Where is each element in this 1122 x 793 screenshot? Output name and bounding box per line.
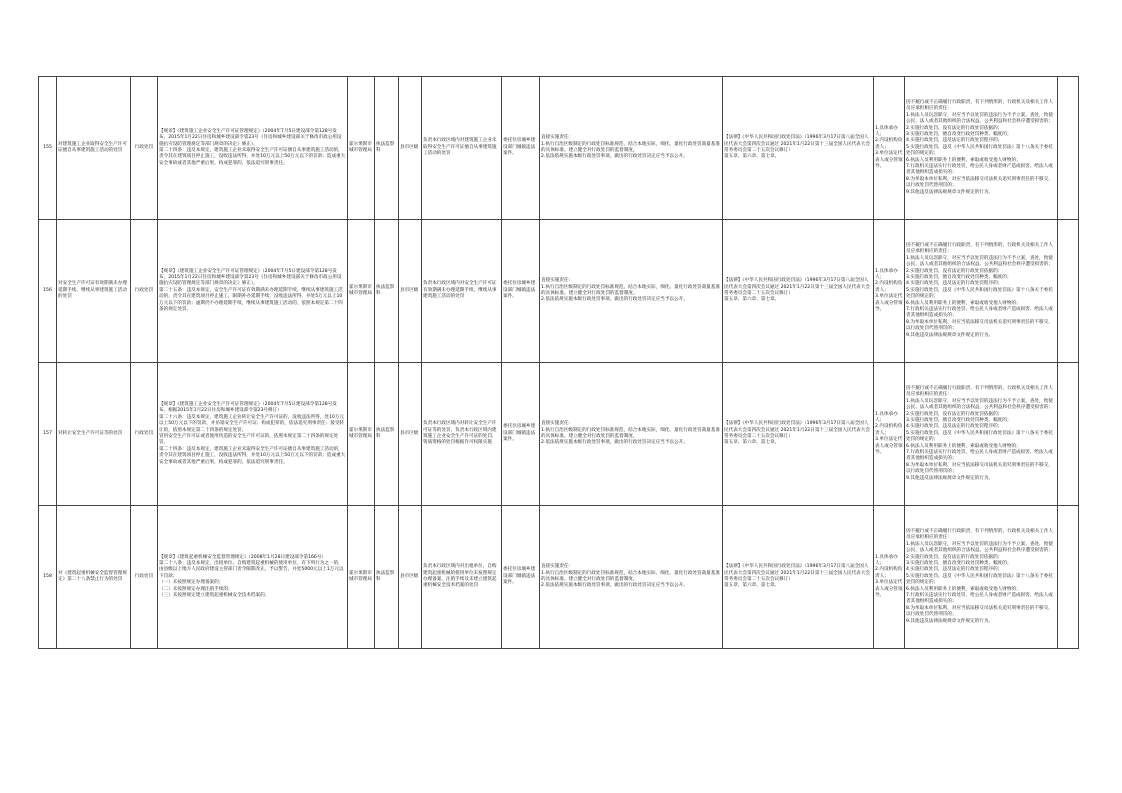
responsible-persons: 1.具体承办人； 2.内设机构负责人； 3.单位法定代表人或分管领导。 — [874, 363, 905, 506]
table-row — [39, 506, 1079, 649]
accountability-clauses: 因不履行或不正确履行行政职责，有下列情形的，行政机关及相关工作人员应承担相应的责任： 1.执法人员玩忽职守，对应当予以处罚的违法行为不予立案、查处，致使公民、法人或者其他组织的合法权益、公共利益和社会秩序遭受损害的； 2.实施行政处罚，没有法定的行政处罚依据的； 3.实施行政处罚，擅自改变行政处罚种类、幅度的； 4.实施行政处罚，违反法定的行政处罚程序的； 5.实施行政处罚，违反《中华人民共和国行政处罚法》第十八条关于委托处罚的规定的； 6.执法人员利用职务上的便利，索取或收受他人财物的； 7.行政机关违法实行行政处罚，给公民人身或者财产造成损害、给法人或者其他组织造成损失的； 8.为牟取本单位私利，对应当依法移交司法机关追究刑事责任的不移交，以行政处罚代替刑罚的； 9.其他违反法律法规规章文件规定的行为。 — [905, 363, 1058, 506]
remarks-cell — [1058, 220, 1079, 363]
legal-basis: 【规章】《建筑施工企业安全生产许可证管理规定》（2004年7月5日建设部令第128号发布，根据2015年1月22日住房和城乡建设部令第23号修订） 第二十六条：违反本规定，建筑施工企业转让安全生产许可证的，没收违法所得，处10万元以上50万元以下的罚款，并吊销安全生产许可证；构成犯罪的，依法追究刑事责任；接受转让的，依照本规定第二十四条的规定处罚。 冒用安全生产许可证或者使用伪造的安全生产许可证的，依照本规定第二十四条的规定处罚。 第二十四条：违反本规定，建筑施工企业未取得安全生产许可证擅自从事建筑施工活动的，责令其在建筑项目停止施工，没收违法所得，并处10万元以上50万元以下的罚款；造成重大安全事故或者其他严重后果，构成犯罪的，依法追究刑事责任。 — [158, 363, 348, 506]
duty-description: 直接实施责任： 1.执行自治区级制定的行政处罚标准规范，结合本地实际，细化、量化行政处罚裁量基准的具体标准。建立健全对行政处罚的监督制度。 2.依法依规实施本级行政处罚事项，做出的行政处罚决定应当予以公开。 — [540, 77, 723, 220]
duty-description: 直接实施责任： 1.执行自治区级制定的行政处罚标准规范，结合本地实际，细化、量化行政处罚裁量基准的具体标准。建立健全对行政处罚的监督制度。 2.依法依规实施本级行政处罚事项，做出的行政处罚决定应当予以公开。 — [540, 363, 723, 506]
remarks-cell — [1058, 77, 1079, 220]
administrative-level: 县市区级 — [399, 363, 422, 506]
execution-unit: 执法监察科 — [375, 77, 399, 220]
item-category: 行政处罚 — [131, 77, 158, 220]
cooperation-note: 委托住房城乡建设部门城镇违法案件。 — [502, 220, 540, 363]
table-row — [39, 220, 1079, 363]
remarks-cell — [1058, 506, 1079, 649]
power-list-table — [38, 76, 1079, 649]
table-row — [39, 77, 1079, 220]
row-number: 156 — [39, 220, 57, 363]
duty-description: 直接实施责任： 1.执行自治区级制定的行政处罚标准规范，结合本地实际，细化、量化行政处罚裁量基准的具体标准。建立健全对行政处罚的监督制度。 2.依法依规实施本级行政处罚事项，做出的行政处罚决定应当予以公开。 — [540, 506, 723, 649]
cooperation-note: 委托住房城乡建设部门城镇违法案件。 — [502, 506, 540, 649]
responsible-persons: 1.具体承办人； 2.内设机构负责人； 3.单位法定代表人或分管领导。 — [874, 506, 905, 649]
responsible-persons: 1.具体承办人； 2.内设机构负责人； 3.单位法定代表人或分管领导。 — [874, 220, 905, 363]
item-category: 行政处罚 — [131, 363, 158, 506]
item-name: 对安全生产许可证有效期满未办理延期手续，继续从事建筑施工活动的处罚 — [57, 220, 131, 363]
scope-of-duty: 负责本行政区域内对出租单位、自购建筑起重机械的使用单位未按照规定办理备案、注销手续及未建立建筑起重机械安全技术档案的处罚 — [422, 506, 502, 649]
duty-legal-basis: 【法律】《中华人民共和国行政处罚法》（1996年3月17日第八届全国人民代表大会第四次会议通过 2021年1月22日第十三届全国人民代表大会常务委员会第二十五次会议修订） 第五章、第六章、第七章。 — [723, 220, 874, 363]
row-number: 155 — [39, 77, 57, 220]
administrative-level: 县市区级 — [399, 77, 422, 220]
item-category: 行政处罚 — [131, 220, 158, 363]
execution-unit: 执法监察科 — [375, 506, 399, 649]
duty-legal-basis: 【法律】《中华人民共和国行政处罚法》（1996年3月17日第八届全国人民代表大会第四次会议通过 2021年1月22日第十三届全国人民代表大会常务委员会第二十五次会议修订） 第五章、第六章、第七章。 — [723, 506, 874, 649]
implementing-department: 霍尔果斯市城市管理局 — [348, 220, 375, 363]
legal-basis: 【规章】《建筑施工企业安全生产许可证管理规定》（2004年7月5日建设部令第128号发布，2015年1月22日住房和城乡建设部令第23号《住房和城乡建设部关于修改市政公用设施抗灾设防管理规定等部门规章的决定》修正）。 第二十四条：违反本规定，建筑施工企业未取得安全生产许可证擅自从事建筑施工活动的，责令其在建筑项目停止施工，没收违法所得，并处10万元以上50万元以下的罚款；造成重大安全事故或者其他严重后果，构成犯罪的，依法追究刑事责任。 — [158, 77, 348, 220]
accountability-clauses: 因不履行或不正确履行行政职责，有下列情形的，行政机关及相关工作人员应承担相应的责任： 1.执法人员玩忽职守，对应当予以处罚的违法行为不予立案、查处，致使公民、法人或者其他组织的合法权益、公共利益和社会秩序遭受损害的； 2.实施行政处罚，没有法定的行政处罚依据的； 3.实施行政处罚，擅自改变行政处罚种类、幅度的； 4.实施行政处罚，违反法定的行政处罚程序的； 5.实施行政处罚，违反《中华人民共和国行政处罚法》第十八条关于委托处罚的规定的； 6.执法人员利用职务上的便利，索取或收受他人财物的； 7.行政机关违法实行行政处罚，给公民人身或者财产造成损害、给法人或者其他组织造成损失的； 8.为牟取本单位私利，对应当依法移交司法机关追究刑事责任的不移交，以行政处罚代替刑罚的； 9.其他违反法律法规规章文件规定的行为。 — [905, 506, 1058, 649]
accountability-clauses: 因不履行或不正确履行行政职责，有下列情形的，行政机关及相关工作人员应承担相应的责任： 1.执法人员玩忽职守，对应当予以处罚的违法行为不予立案、查处，致使公民、法人或者其他组织的合法权益、公共利益和社会秩序遭受损害的； 2.实施行政处罚，没有法定的行政处罚依据的； 3.实施行政处罚，擅自改变行政处罚种类、幅度的； 4.实施行政处罚，违反法定的行政处罚程序的； 5.实施行政处罚，违反《中华人民共和国行政处罚法》第十八条关于委托处罚的规定的； 6.执法人员利用职务上的便利，索取或收受他人财物的； 7.行政机关违法实行行政处罚，给公民人身或者财产造成损害、给法人或者其他组织造成损失的； 8.为牟取本单位私利，对应当依法移交司法机关追究刑事责任的不移交，以行政处罚代替刑罚的； 9.其他违反法律法规规章文件规定的行为。 — [905, 220, 1058, 363]
item-name: 对《建筑起重机械安全监督管理规定》第二十八条禁止行为的处罚 — [57, 506, 131, 649]
execution-unit: 执法监察科 — [375, 220, 399, 363]
implementing-department: 霍尔果斯市城市管理局 — [348, 506, 375, 649]
scope-of-duty: 负责本行政区域内对建筑施工企业未取得安全生产许可证擅自从事建筑施工活动的处罚 — [422, 77, 502, 220]
item-category: 行政处罚 — [131, 506, 158, 649]
execution-unit: 执法监察科 — [375, 363, 399, 506]
scope-of-duty: 负责本行政区域内对安全生产许可证有效期满未办理延期手续，继续从事建筑施工活动的处罚 — [422, 220, 502, 363]
administrative-level: 县市区级 — [399, 220, 422, 363]
row-number: 157 — [39, 363, 57, 506]
duty-legal-basis: 【法律】《中华人民共和国行政处罚法》（1996年3月17日第八届全国人民代表大会第四次会议通过 2021年1月22日第十三届全国人民代表大会常务委员会第二十五次会议修订） 第五章、第六章、第七章。 — [723, 363, 874, 506]
accountability-clauses: 因不履行或不正确履行行政职责，有下列情形的，行政机关及相关工作人员应承担相应的责任： 1.执法人员玩忽职守，对应当予以处罚的违法行为不予立案、查处，致使公民、法人或者其他组织的合法权益、公共利益和社会秩序遭受损害的； 2.实施行政处罚，没有法定的行政处罚依据的； 3.实施行政处罚，擅自改变行政处罚种类、幅度的； 4.实施行政处罚，违反法定的行政处罚程序的； 5.实施行政处罚，违反《中华人民共和国行政处罚法》第十八条关于委托处罚的规定的； 6.执法人员利用职务上的便利，索取或收受他人财物的； 7.行政机关违法实行行政处罚，给公民人身或者财产造成损害、给法人或者其他组织造成损失的； 8.为牟取本单位私利，对应当依法移交司法机关追究刑事责任的不移交，以行政处罚代替刑罚的； 9.其他违反法律法规规章文件规定的行为。 — [905, 77, 1058, 220]
cooperation-note: 委托住房城乡建设部门城镇违法案件。 — [502, 363, 540, 506]
row-number: 158 — [39, 506, 57, 649]
responsible-persons: 1.具体承办人； 2.内设机构负责人； 3.单位法定代表人或分管领导。 — [874, 77, 905, 220]
duty-legal-basis: 【法律】《中华人民共和国行政处罚法》（1996年3月17日第八届全国人民代表大会第四次会议通过 2021年1月22日第十三届全国人民代表大会常务委员会第二十五次会议修订） 第五章、第六章、第七章。 — [723, 77, 874, 220]
implementing-department: 霍尔果斯市城市管理局 — [348, 77, 375, 220]
scope-of-duty: 负责本行政区域内对转让安全生产许可证等的处罚，负责本行政区域内建筑施工企业安全生产许可证的处罚，资质资格的处罚根据许可权限实施 — [422, 363, 502, 506]
cooperation-note: 委托住房城乡建设部门城镇违法案件。 — [502, 77, 540, 220]
legal-basis: 【规章】《建筑施工企业安全生产许可证管理规定》（2004年7月5日建设部令第128号发布，2015年1月22日住房和城乡建设部令第23号《住房和城乡建设部关于修改市政公用设施抗灾设防管理规定等部门规章的决定》修正）。 第二十五条：违反本规定，安全生产许可证有效期满未办理延期手续，继续从事建筑施工活动的，责令其在建筑项目停止施工，限期补办延期手续，没收违法所得，并处5万元以上10万元以下的罚款；逾期仍不办理延期手续，继续从事建筑施工活动的，依照本规定第二十四条的规定处罚。 — [158, 220, 348, 363]
table-row — [39, 363, 1079, 506]
duty-description: 直接实施责任： 1.执行自治区级制定的行政处罚标准规范，结合本地实际，细化、量化行政处罚裁量基准的具体标准。建立健全对行政处罚的监督制度。 2.依法依规实施本级行政处罚事项，做出的行政处罚决定应当予以公开。 — [540, 220, 723, 363]
implementing-department: 霍尔果斯市城市管理局 — [348, 363, 375, 506]
legal-basis: 【规章】《建筑起重机械安全监督管理规定》（2008年1月28日建设部令第166号） 第二十八条：违反本规定，出租单位、自购建筑起重机械的使用单位，有下列行为之一的，由县级以上地方人民政府建设主管部门责令限期改正，予以警告，并处5000元以上1万元以下罚款： （一）未按照规定办理备案的； （二）未按照规定办理注销手续的； （三）未按照规定建立建筑起重机械安全技术档案的。 — [158, 506, 348, 649]
item-name: 对建筑施工企业取得安全生产许可证擅自从事建筑施工活动的处罚 — [57, 77, 131, 220]
item-name: 对转让安全生产许可证等的处罚 — [57, 363, 131, 506]
remarks-cell — [1058, 363, 1079, 506]
administrative-level: 县市区级 — [399, 506, 422, 649]
